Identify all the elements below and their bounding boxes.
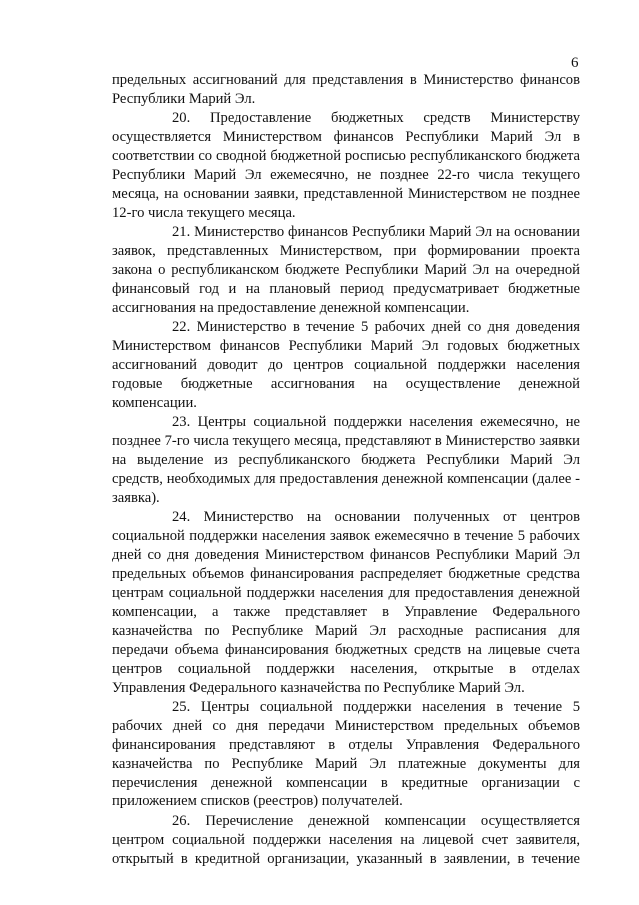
paragraph-continuation: предельных ассигнований для представления в Министерство финансов Республики Марий Эл. — [112, 72, 580, 107]
paragraph-20: 20. Предоставление бюджетных средств Министерству осуществляется Министерством финансов Республики Марий Эл в соответствии со сводной бюджетной росписью республиканского бюджета Республики Марий Эл ежемесячно, не позднее 22-го числа текущего месяца, на основании заявки, представленной Министерством не позднее 12-го числа текущего месяца. — [112, 110, 580, 221]
paragraph-24: 24. Министерство на основании полученных от центров социальной поддержки населения заявок ежемесячно в течение 5 рабочих дней со дня доведения Министерством финансов Республики Марий Эл предельных объемов финансирования распределяет бюджетные средства центрам социальной поддержки населения для предоставления денежной компенсации, а также представляет в Управление Федерального казначейства по Республике Марий Эл расходные расписания для передачи объема финансирования бюджетных средств на лицевые счета центров социальной поддержки населения, открытые в отделах Управления Федерального казначейства по Республике Марий Эл. — [112, 509, 580, 696]
paragraph-26: 26. Перечисление денежной компенсации осуществляется центром социальной поддержки населения на лицевой счет заявителя, открытый в кредитной организации, указанный в заявлении, в течение — [112, 812, 580, 867]
paragraph-23: 23. Центры социальной поддержки населения ежемесячно, не позднее 7-го числа текущего месяца, представляют в Министерство заявки на выделение из республиканского бюджета Республики Марий Эл средств, необходимых для предоставления денежной компенсации (далее - заявка). — [112, 414, 580, 506]
document-body — [112, 71, 580, 869]
paragraph-21: 21. Министерство финансов Республики Марий Эл на основании заявок, представленных Министерством, при формировании проекта закона о республиканском бюджете Республики Марий Эл на очередной финансовый год и на плановый период предусматривает бюджетные ассигнования на предоставление денежной компенсации. — [112, 224, 580, 316]
page-number: 6 — [571, 55, 579, 71]
paragraph-25: 25. Центры социальной поддержки населения в течение 5 рабочих дней со дня передачи Министерством предельных объемов финансирования представляют в отделы Управления Федерального казначейства по Республике Марий Эл платежные документы для перечисления денежной компенсации в кредитные организации с приложением списков (реестров) получателей. — [112, 698, 580, 810]
paragraph-22: 22. Министерство в течение 5 рабочих дней со дня доведения Министерством финансов Республики Марий Эл годовых бюджетных ассигнований доводит до центров социальной поддержки населения годовые бюджетные ассигнования на осуществление денежной компенсации. — [112, 319, 580, 411]
